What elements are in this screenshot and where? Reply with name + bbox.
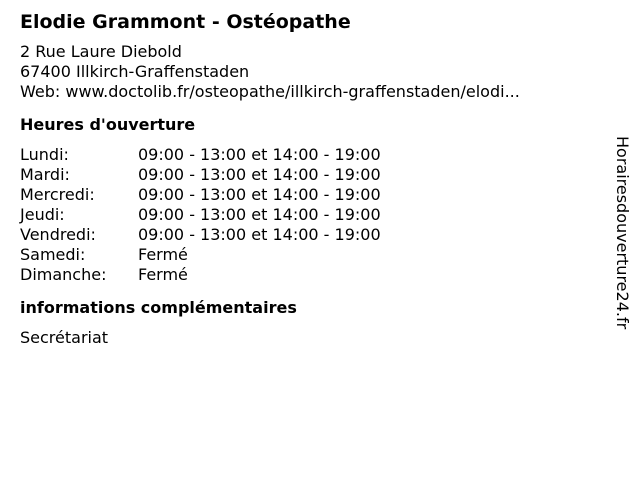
hours-row-friday (20, 225, 381, 245)
day-hours: 09:00 - 13:00 et 14:00 - 19:00 (138, 145, 381, 164)
day-label: Mercredi: (20, 185, 95, 204)
day-label: Lundi: (20, 145, 69, 164)
day-label: Mardi: (20, 165, 70, 184)
day-hours: Fermé (138, 265, 188, 284)
day-hours: 09:00 - 13:00 et 14:00 - 19:00 (138, 165, 381, 184)
website-link[interactable]: www.doctolib.fr/osteopathe/illkirch-graffenstaden/elodi... (65, 82, 520, 101)
business-title: Elodie Grammont - Ostéopathe (20, 11, 351, 33)
opening-hours-heading: Heures d'ouverture (20, 115, 196, 134)
address-street: 2 Rue Laure Diebold (20, 42, 182, 61)
website-line (20, 82, 600, 102)
hours-row-sunday (20, 265, 381, 285)
business-card (20, 10, 600, 348)
hours-row-tuesday (20, 165, 381, 185)
hours-row-saturday (20, 245, 381, 265)
opening-hours-table (20, 145, 381, 285)
day-label: Samedi: (20, 245, 86, 264)
hours-row-thursday (20, 205, 381, 225)
day-hours: 09:00 - 13:00 et 14:00 - 19:00 (138, 185, 381, 204)
day-label: Vendredi: (20, 225, 96, 244)
site-watermark: Horairesdouverture24.fr (613, 136, 632, 330)
additional-info-text: Secrétariat (20, 328, 109, 347)
additional-info-heading: informations complémentaires (20, 298, 297, 317)
day-hours: Fermé (138, 245, 188, 264)
website-label: Web: (20, 82, 66, 101)
day-label: Jeudi: (20, 205, 65, 224)
day-hours: 09:00 - 13:00 et 14:00 - 19:00 (138, 205, 381, 224)
day-hours: 09:00 - 13:00 et 14:00 - 19:00 (138, 225, 381, 244)
hours-row-wednesday (20, 185, 381, 205)
day-label: Dimanche: (20, 265, 107, 284)
hours-row-monday (20, 145, 381, 165)
address-city: 67400 Illkirch-Graffenstaden (20, 62, 250, 81)
